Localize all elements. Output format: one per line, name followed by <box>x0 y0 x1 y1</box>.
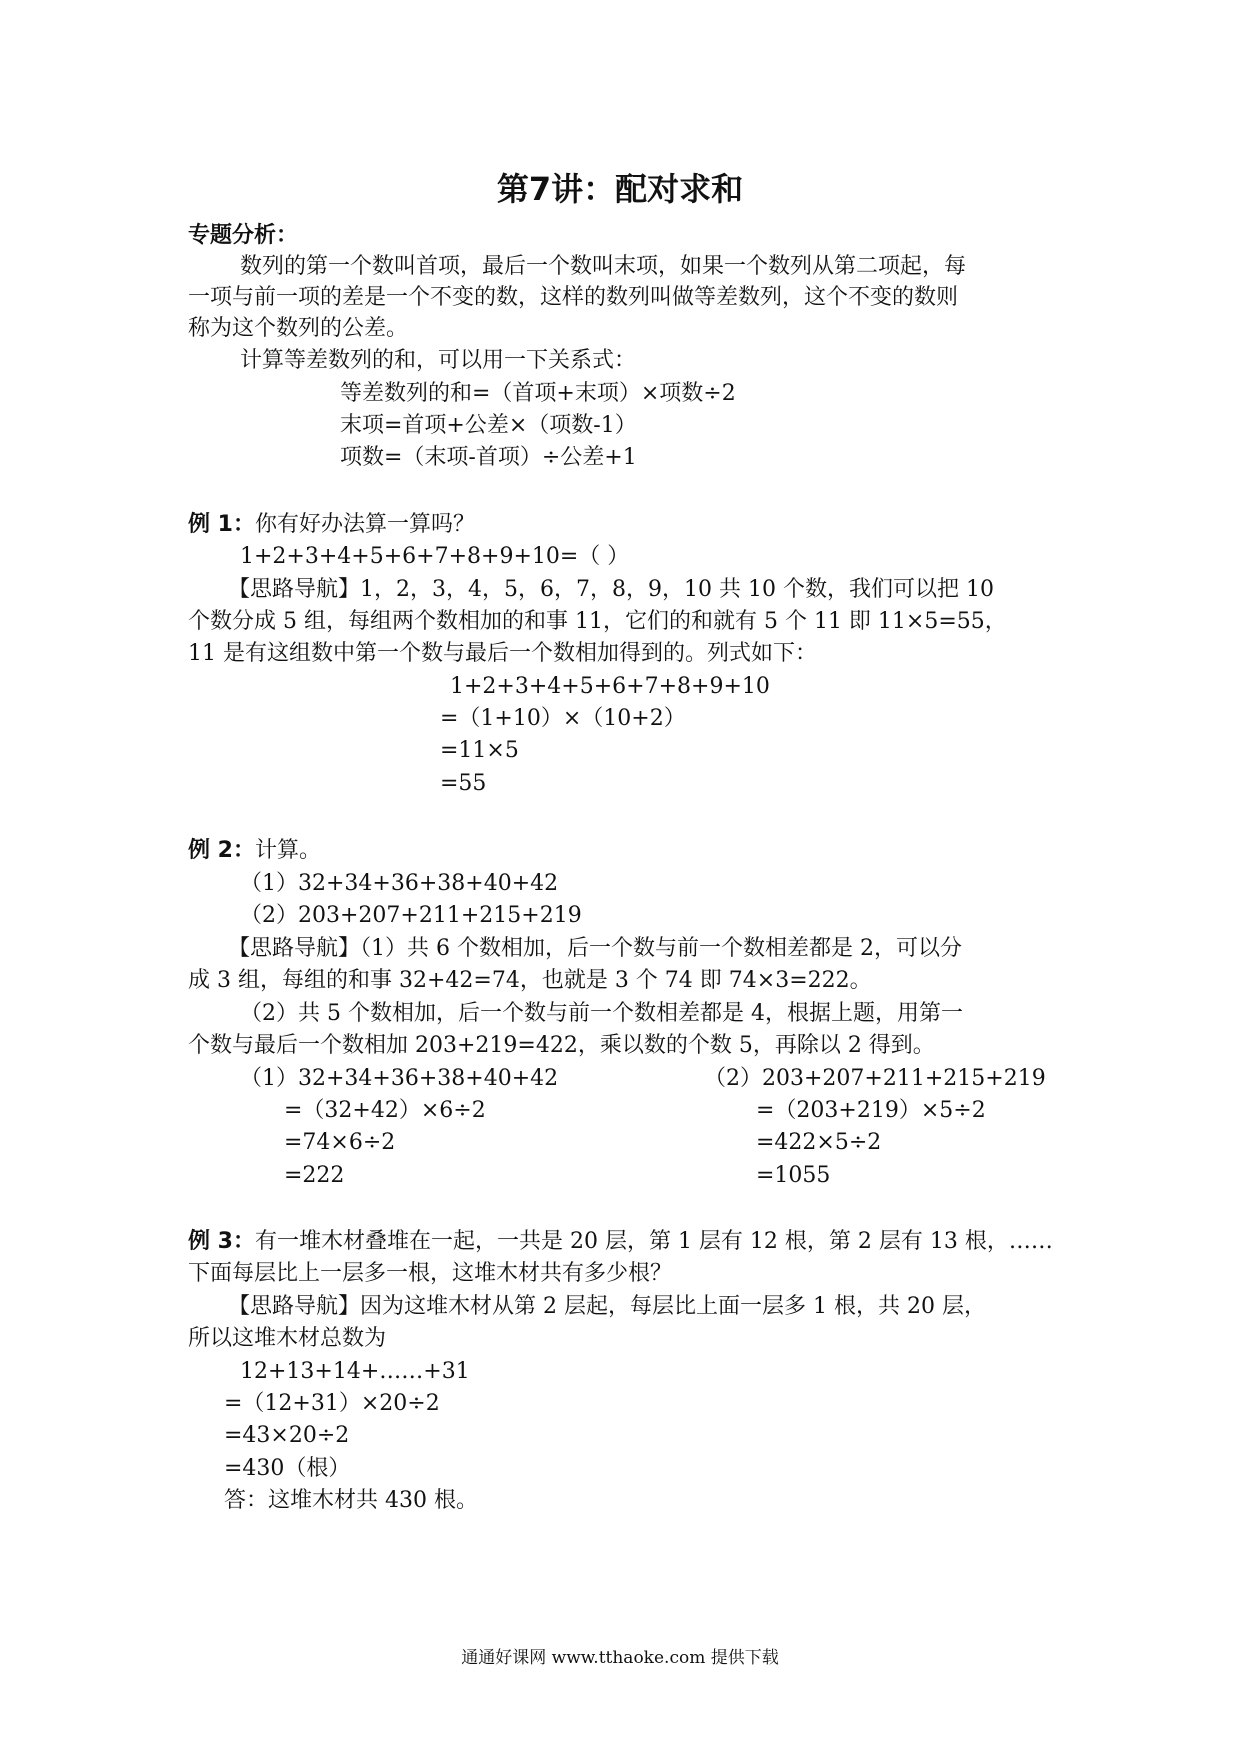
example-2-left-step-2: =（32+42）×6÷2 <box>284 1098 486 1123</box>
example-2-subquestion-1: （1）32+34+36+38+40+42 <box>240 871 559 896</box>
example-2-hint-line-4: 个数与最后一个数相加 203+219=422，乘以数的个数 5，再除以 2 得到。 <box>188 1033 935 1058</box>
example-3-answer: 答：这堆木材共 430 根。 <box>224 1488 478 1513</box>
example-3-label: 例 3： <box>188 1229 255 1254</box>
analysis-heading: 专题分析： <box>188 223 299 248</box>
example-1-step-4: =55 <box>440 771 487 796</box>
example-3-hint-text: 因为这堆木材从第 2 层起，每层比上面一层多 1 根，共 20 层， <box>360 1294 986 1319</box>
example-2-hint-line-2: 成 3 组，每组的和事 32+42=74，也就是 3 个 74 即 74×3=222。 <box>188 968 872 993</box>
example-2-text: 计算。 <box>254 838 321 863</box>
example-2-right-step-4: =1055 <box>756 1163 831 1188</box>
example-2-left-step-3: =74×6÷2 <box>284 1130 396 1155</box>
example-2-right-step-2: =（203+219）×5÷2 <box>756 1098 986 1123</box>
example-3-question-line-1 <box>188 1227 1053 1257</box>
example-1-step-1: 1+2+3+4+5+6+7+8+9+10 <box>450 674 770 699</box>
footer-text: 通通好课网 www.tthaoke.com 提供下载 <box>461 1648 779 1668</box>
example-1-step-3: =11×5 <box>440 738 519 763</box>
analysis-line-1: 数列的第一个数叫首项，最后一个数叫末项，如果一个数列从第二项起，每 <box>240 254 967 279</box>
example-3-step-2: =（12+31）×20÷2 <box>224 1391 440 1416</box>
page-title: 第7讲：配对求和 <box>496 170 744 208</box>
example-2-hint-text: （1）共 6 个数相加，后一个数与前一个数相差都是 2，可以分 <box>360 936 962 961</box>
example-1-label: 例 1： <box>188 512 255 537</box>
example-1-expression: 1+2+3+4+5+6+7+8+9+10=（ ） <box>240 544 630 569</box>
example-2-right-step-1: （2）203+207+211+215+219 <box>704 1066 1046 1091</box>
example-1-step-2: =（1+10）×（10+2） <box>440 706 686 731</box>
formula-sum: 等差数列的和=（首项+末项）×项数÷2 <box>340 381 736 406</box>
analysis-intro: 计算等差数列的和，可以用一下关系式： <box>240 348 637 373</box>
example-2-left-step-4: =222 <box>284 1163 345 1188</box>
example-2-question <box>188 836 321 866</box>
example-2-left-step-1: （1）32+34+36+38+40+42 <box>240 1066 559 1091</box>
example-3-question-line-2: 下面每层比上一层多一根，这堆木材共有多少根？ <box>188 1261 673 1286</box>
example-2-label: 例 2： <box>188 838 255 863</box>
example-3-hint-tag: 【思路导航】 <box>228 1294 361 1319</box>
formula-term-count: 项数=（末项-首项）÷公差+1 <box>340 445 637 470</box>
example-2-hint-line-3: （2）共 5 个数相加，后一个数与前一个数相差都是 4，根据上题，用第一 <box>240 1001 963 1026</box>
example-1-text: 你有好办法算一算吗？ <box>254 512 475 537</box>
example-1-hint-line-2: 个数分成 5 组，每组两个数相加的和事 11，它们的和就有 5 个 11 即 11×5=55， <box>188 609 1007 634</box>
example-1-hint-line-1 <box>228 575 994 605</box>
example-2-hint-line-1 <box>228 934 962 964</box>
formula-last-term: 末项=首项+公差×（项数-1） <box>340 413 637 438</box>
example-3-step-1: 12+13+14+……+31 <box>240 1359 470 1384</box>
example-2-right-step-3: =422×5÷2 <box>756 1130 882 1155</box>
example-2-hint-tag: 【思路导航】 <box>228 936 361 961</box>
example-1-hint-text: 1，2，3，4，5，6，7，8，9，10 共 10 个数，我们可以把 10 <box>360 577 994 602</box>
analysis-line-3: 称为这个数列的公差。 <box>188 316 409 341</box>
example-1-question <box>188 510 475 540</box>
example-3-hint-line-1 <box>228 1292 986 1322</box>
example-3-step-4: =430（根） <box>224 1456 351 1481</box>
analysis-line-2: 一项与前一项的差是一个不变的数，这样的数列叫做等差数列，这个不变的数则 <box>188 285 959 310</box>
example-3-text: 有一堆木材叠堆在一起，一共是 20 层，第 1 层有 12 根，第 2 层有 13 根，…… <box>254 1229 1053 1254</box>
example-1-hint-line-3: 11 是有这组数中第一个数与最后一个数相加得到的。列式如下： <box>188 641 817 666</box>
example-2-subquestion-2: （2）203+207+211+215+219 <box>240 903 582 928</box>
example-3-hint-line-2: 所以这堆木材总数为 <box>188 1326 387 1351</box>
example-3-step-3: =43×20÷2 <box>224 1423 350 1448</box>
example-1-hint-tag: 【思路导航】 <box>228 577 361 602</box>
